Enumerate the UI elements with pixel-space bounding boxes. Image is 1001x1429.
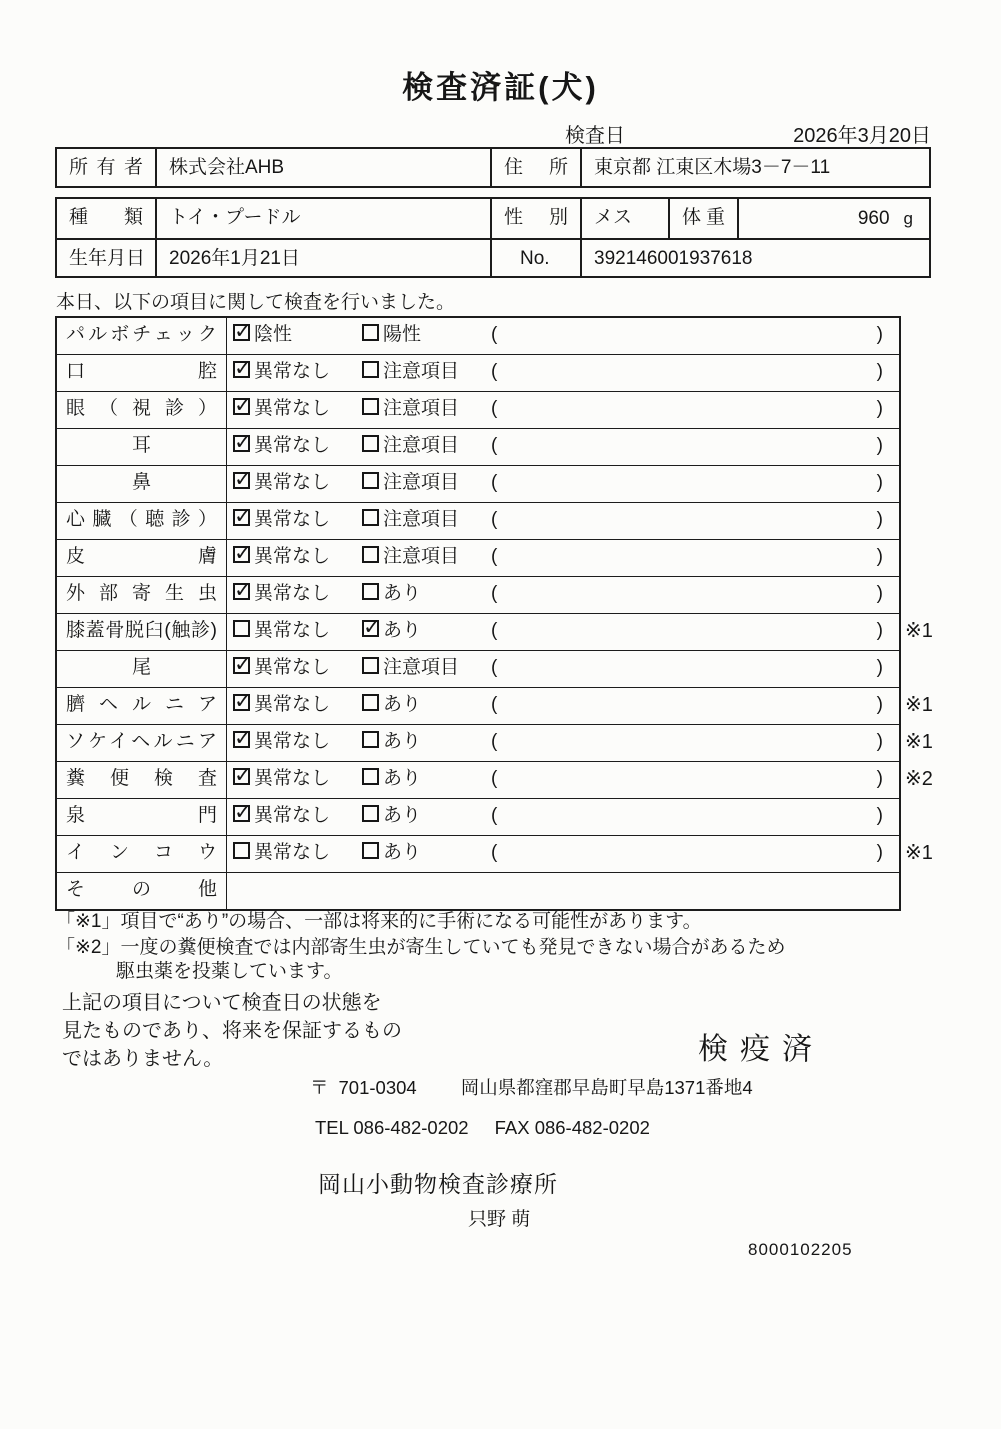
open-paren: ( [491,546,498,567]
result-note-field [491,466,883,501]
empty-checkbox-icon [362,583,379,600]
result-note-field [491,503,883,538]
open-paren: ( [491,324,498,345]
address-value: 東京都 江東区木場3－7－11 [594,157,831,178]
checklist-item-label: 糞便検査 [57,762,227,798]
checkbox-option [362,577,421,612]
checklist-item-content [227,614,933,650]
footnote-reference-mark: ※2 [905,768,933,790]
checklist-row [57,873,899,909]
clinic-fax: FAX 086-482-0202 [494,1117,650,1138]
empty-checkbox-icon [362,361,379,378]
checklist-item-content [227,392,899,428]
checklist-row [57,799,899,836]
open-paren: ( [491,694,498,715]
checkbox-option [233,503,330,538]
result-note-field [491,577,883,612]
clinic-postal-line [310,1074,753,1100]
result-note-field [491,429,883,464]
checklist-item-label: 皮膚 [57,540,227,576]
checkbox-option-label: 異常なし [254,805,331,826]
close-paren: ) [876,842,883,863]
checklist-row [57,466,899,503]
close-paren: ) [876,805,883,826]
checkbox-option-label: あり [383,842,422,863]
checklist-item-label: 心臓（聴診） [57,503,227,539]
close-paren: ) [876,324,883,345]
checkbox-option [233,318,292,353]
close-paren: ) [876,361,883,382]
checked-checkbox-icon [233,324,250,341]
checkbox-option [362,725,421,760]
checkbox-option-label: 陽性 [383,324,422,345]
checklist-item-content [227,429,899,465]
close-paren: ) [876,620,883,641]
pet-info-table [55,197,931,278]
checkbox-option-label: 異常なし [254,361,331,382]
checklist-item-content [227,466,899,502]
result-note-field [491,318,883,353]
sex-value: メス [582,199,670,238]
checklist-item-label: 眼（視診） [57,392,227,428]
weight-unit: g [903,208,913,228]
result-note-field [491,799,883,834]
checkbox-option-label: 異常なし [254,472,331,493]
checklist-row [57,614,933,651]
checked-checkbox-icon [233,583,250,600]
checkbox-option [233,540,330,575]
result-note-field [491,392,883,427]
checked-checkbox-icon [233,472,250,489]
open-paren: ( [491,435,498,456]
empty-checkbox-icon [233,620,250,637]
checklist-item-label: 口腔 [57,355,227,391]
checkbox-option-label: 注意項目 [383,657,460,678]
checked-checkbox-icon [362,620,379,637]
open-paren: ( [491,842,498,863]
owner-row [57,149,929,186]
checklist-item-content [227,836,933,872]
disclaimer-line-3: ではありません。 [62,1048,224,1070]
checkbox-option [362,540,459,575]
document-code: 8000102205 [748,1240,853,1259]
breed-value: トイ・プードル [157,199,492,238]
weight-number: 960 [857,207,890,229]
close-paren: ) [876,398,883,419]
clinic-address: 岡山県都窪郡早島町早島1371番地4 [460,1077,753,1098]
open-paren: ( [491,398,498,419]
checkbox-option-label: 異常なし [254,657,331,678]
open-paren: ( [491,768,498,789]
checkbox-option [233,429,330,464]
checkbox-option [233,725,330,760]
checklist-item-label: インコウ [57,836,227,872]
checklist-item-content [227,318,899,354]
open-paren: ( [491,620,498,641]
result-note-field [491,355,883,390]
checklist-item-content [227,651,899,687]
empty-checkbox-icon [362,731,379,748]
checkbox-option [233,577,330,612]
result-note-field [491,762,883,797]
birthdate-value: 2026年1月21日 [157,240,492,279]
close-paren: ) [876,657,883,678]
pet-info-row-2 [57,240,929,279]
birthdate-label: 生年月日 [57,240,157,279]
checklist-item-content [227,688,933,724]
empty-checkbox-icon [362,694,379,711]
checked-checkbox-icon [233,731,250,748]
inspection-date-value: 2026年3月20日 [793,125,931,147]
checklist-item-label: その他 [57,873,227,909]
checkbox-option-label: 注意項目 [383,546,460,567]
result-note-field [491,651,883,686]
empty-checkbox-icon [362,842,379,859]
open-paren: ( [491,731,498,752]
checklist-item-label: ソケイヘルニア [57,725,227,761]
checkbox-option [362,762,421,797]
open-paren: ( [491,509,498,530]
checked-checkbox-icon [233,694,250,711]
postal-code: 701-0304 [338,1077,417,1098]
checklist-item-content [227,577,899,613]
empty-checkbox-icon [362,472,379,489]
checkbox-option-label: 異常なし [254,546,331,567]
checkbox-option [233,762,330,797]
checkbox-option [362,355,459,390]
close-paren: ) [876,546,883,567]
footnote-2: 「※2」一度の糞便検査では内部寄生虫が寄生していても発見できない場合があるため [56,937,786,958]
inspection-date-label: 検査日 [565,125,625,147]
checklist-item-content [227,762,933,798]
checklist-row [57,577,899,614]
open-paren: ( [491,472,498,493]
checked-checkbox-icon [233,361,250,378]
close-paren: ) [876,435,883,456]
footnote-1: 「※1」項目で“あり”の場合、一部は将来的に手術になる可能性があります。 [56,911,702,932]
checkbox-option-label: 異常なし [254,694,331,715]
checkbox-option-label: あり [383,731,422,752]
result-note-field [491,688,883,723]
checkbox-option [233,651,330,686]
checkbox-option [233,614,330,649]
clinic-name: 岡山小動物検査診療所 [318,1171,558,1197]
checkbox-option [362,466,459,501]
checklist-row [57,836,933,873]
checklist-row [57,688,933,725]
checklist-item-label: 尾 [57,651,227,687]
checkbox-option [362,688,421,723]
disclaimer-line-2: 見たものであり、将来を保証するもの [62,1020,402,1042]
postal-mark-icon: 〒 [310,1077,329,1098]
checkbox-option-label: あり [383,768,422,789]
empty-checkbox-icon [362,324,379,341]
checkbox-option-label: 注意項目 [383,398,460,419]
checkbox-option-label: 注意項目 [383,361,460,382]
examination-checklist-table [55,316,933,911]
checkbox-option-label: 異常なし [254,583,331,604]
empty-checkbox-icon [362,546,379,563]
checked-checkbox-icon [233,657,250,674]
close-paren: ) [876,583,883,604]
inspection-date-row [565,119,931,148]
weight-value-cell [739,199,929,238]
intro-text: 本日、以下の項目に関して検査を行いました。 [56,292,456,313]
checkbox-option [233,392,330,427]
document-title: 検査済証(犬) [402,70,599,105]
weight-label: 体重 [670,199,739,238]
checklist-item-label: 膝蓋骨脱臼(触診) [57,614,227,650]
checkbox-option-label: 異常なし [254,398,331,419]
checklist-item-label: パルボチェック [57,318,227,354]
checkbox-option [362,318,421,353]
open-paren: ( [491,361,498,382]
checklist-row [57,429,899,466]
result-note-field [491,614,883,649]
checklist-item-label: 鼻 [57,466,227,502]
checklist-item-label: 耳 [57,429,227,465]
checkbox-option-label: 異常なし [254,768,331,789]
owner-label: 所有者 [57,149,157,186]
close-paren: ) [876,694,883,715]
checkbox-option [233,799,330,834]
checkbox-option-label: 異常なし [254,842,331,863]
result-note-field [491,836,883,871]
close-paren: ) [876,509,883,530]
checklist-item-content [227,725,933,761]
open-paren: ( [491,583,498,604]
empty-checkbox-icon [362,398,379,415]
empty-checkbox-icon [233,842,250,859]
checkbox-option [362,836,421,871]
footnote-reference-mark: ※1 [905,731,933,753]
checkbox-option [233,355,330,390]
checkbox-option-label: 陰性 [254,324,293,345]
checklist-row [57,355,899,392]
pet-info-row-1 [57,199,929,240]
checked-checkbox-icon [233,768,250,785]
checklist-row [57,762,933,799]
quarantine-passed-stamp: 検疫済 [698,1033,824,1066]
checkbox-option [362,651,459,686]
footnote-reference-mark: ※1 [905,620,933,642]
checkbox-option [233,688,330,723]
veterinarian-name: 只野 萌 [468,1209,531,1230]
checklist-item-label: 泉門 [57,799,227,835]
owner-value: 株式会社AHB [157,149,492,186]
checkbox-option-label: 異常なし [254,509,331,530]
close-paren: ) [876,472,883,493]
result-note-field [491,540,883,575]
checklist-row [57,503,899,540]
checklist-row [57,540,899,577]
checklist-row [57,392,899,429]
empty-checkbox-icon [362,509,379,526]
empty-checkbox-icon [362,657,379,674]
footnote-2-continued: 駆虫薬を投薬しています。 [116,961,343,982]
sex-label: 性別 [492,199,582,238]
open-paren: ( [491,657,498,678]
checked-checkbox-icon [233,805,250,822]
checklist-row [57,318,899,355]
clinic-tel-fax-line [315,1117,650,1139]
checkbox-option-label: 異常なし [254,731,331,752]
checkbox-option-label: あり [383,694,422,715]
owner-table [55,147,931,188]
checkbox-option-label: 注意項目 [383,509,460,530]
checkbox-option [233,466,330,501]
checkbox-option-label: あり [383,805,422,826]
checklist-item-label: 外部寄生虫 [57,577,227,613]
checklist-row [57,651,899,688]
disclaimer-line-1: 上記の項目について検査日の状態を [62,992,382,1014]
empty-checkbox-icon [362,768,379,785]
open-paren: ( [491,805,498,826]
breed-label: 種類 [57,199,157,238]
checklist-item-content [227,355,899,391]
checkbox-option [233,836,330,871]
close-paren: ) [876,731,883,752]
checkbox-option-label: 異常なし [254,620,331,641]
checked-checkbox-icon [233,435,250,452]
checkbox-option-label: 異常なし [254,435,331,456]
checkbox-option [362,614,421,649]
checklist-item-content [227,873,899,909]
checkbox-option [362,503,459,538]
clinic-tel: TEL 086-482-0202 [315,1117,469,1138]
checklist-item-content [227,540,899,576]
checkbox-option-label: あり [383,583,422,604]
address-label: 住所 [492,149,582,186]
checklist-item-content [227,503,899,539]
checked-checkbox-icon [233,398,250,415]
checkbox-option [362,429,459,464]
checklist-item-content [227,799,899,835]
checkbox-option-label: 注意項目 [383,472,460,493]
id-number-value: 392146001937618 [594,247,753,269]
id-number-label: No. [492,240,582,279]
footnote-reference-mark: ※1 [905,842,933,864]
checkbox-option-label: あり [383,620,422,641]
checkbox-option [362,799,421,834]
checklist-item-label: 臍ヘルニア [57,688,227,724]
checkbox-option-label: 注意項目 [383,435,460,456]
footnote-reference-mark: ※1 [905,694,933,716]
checklist-row [57,725,933,762]
empty-checkbox-icon [362,435,379,452]
checked-checkbox-icon [233,546,250,563]
close-paren: ) [876,768,883,789]
empty-checkbox-icon [362,805,379,822]
result-note-field [491,725,883,760]
checked-checkbox-icon [233,509,250,526]
checkbox-option [362,392,459,427]
